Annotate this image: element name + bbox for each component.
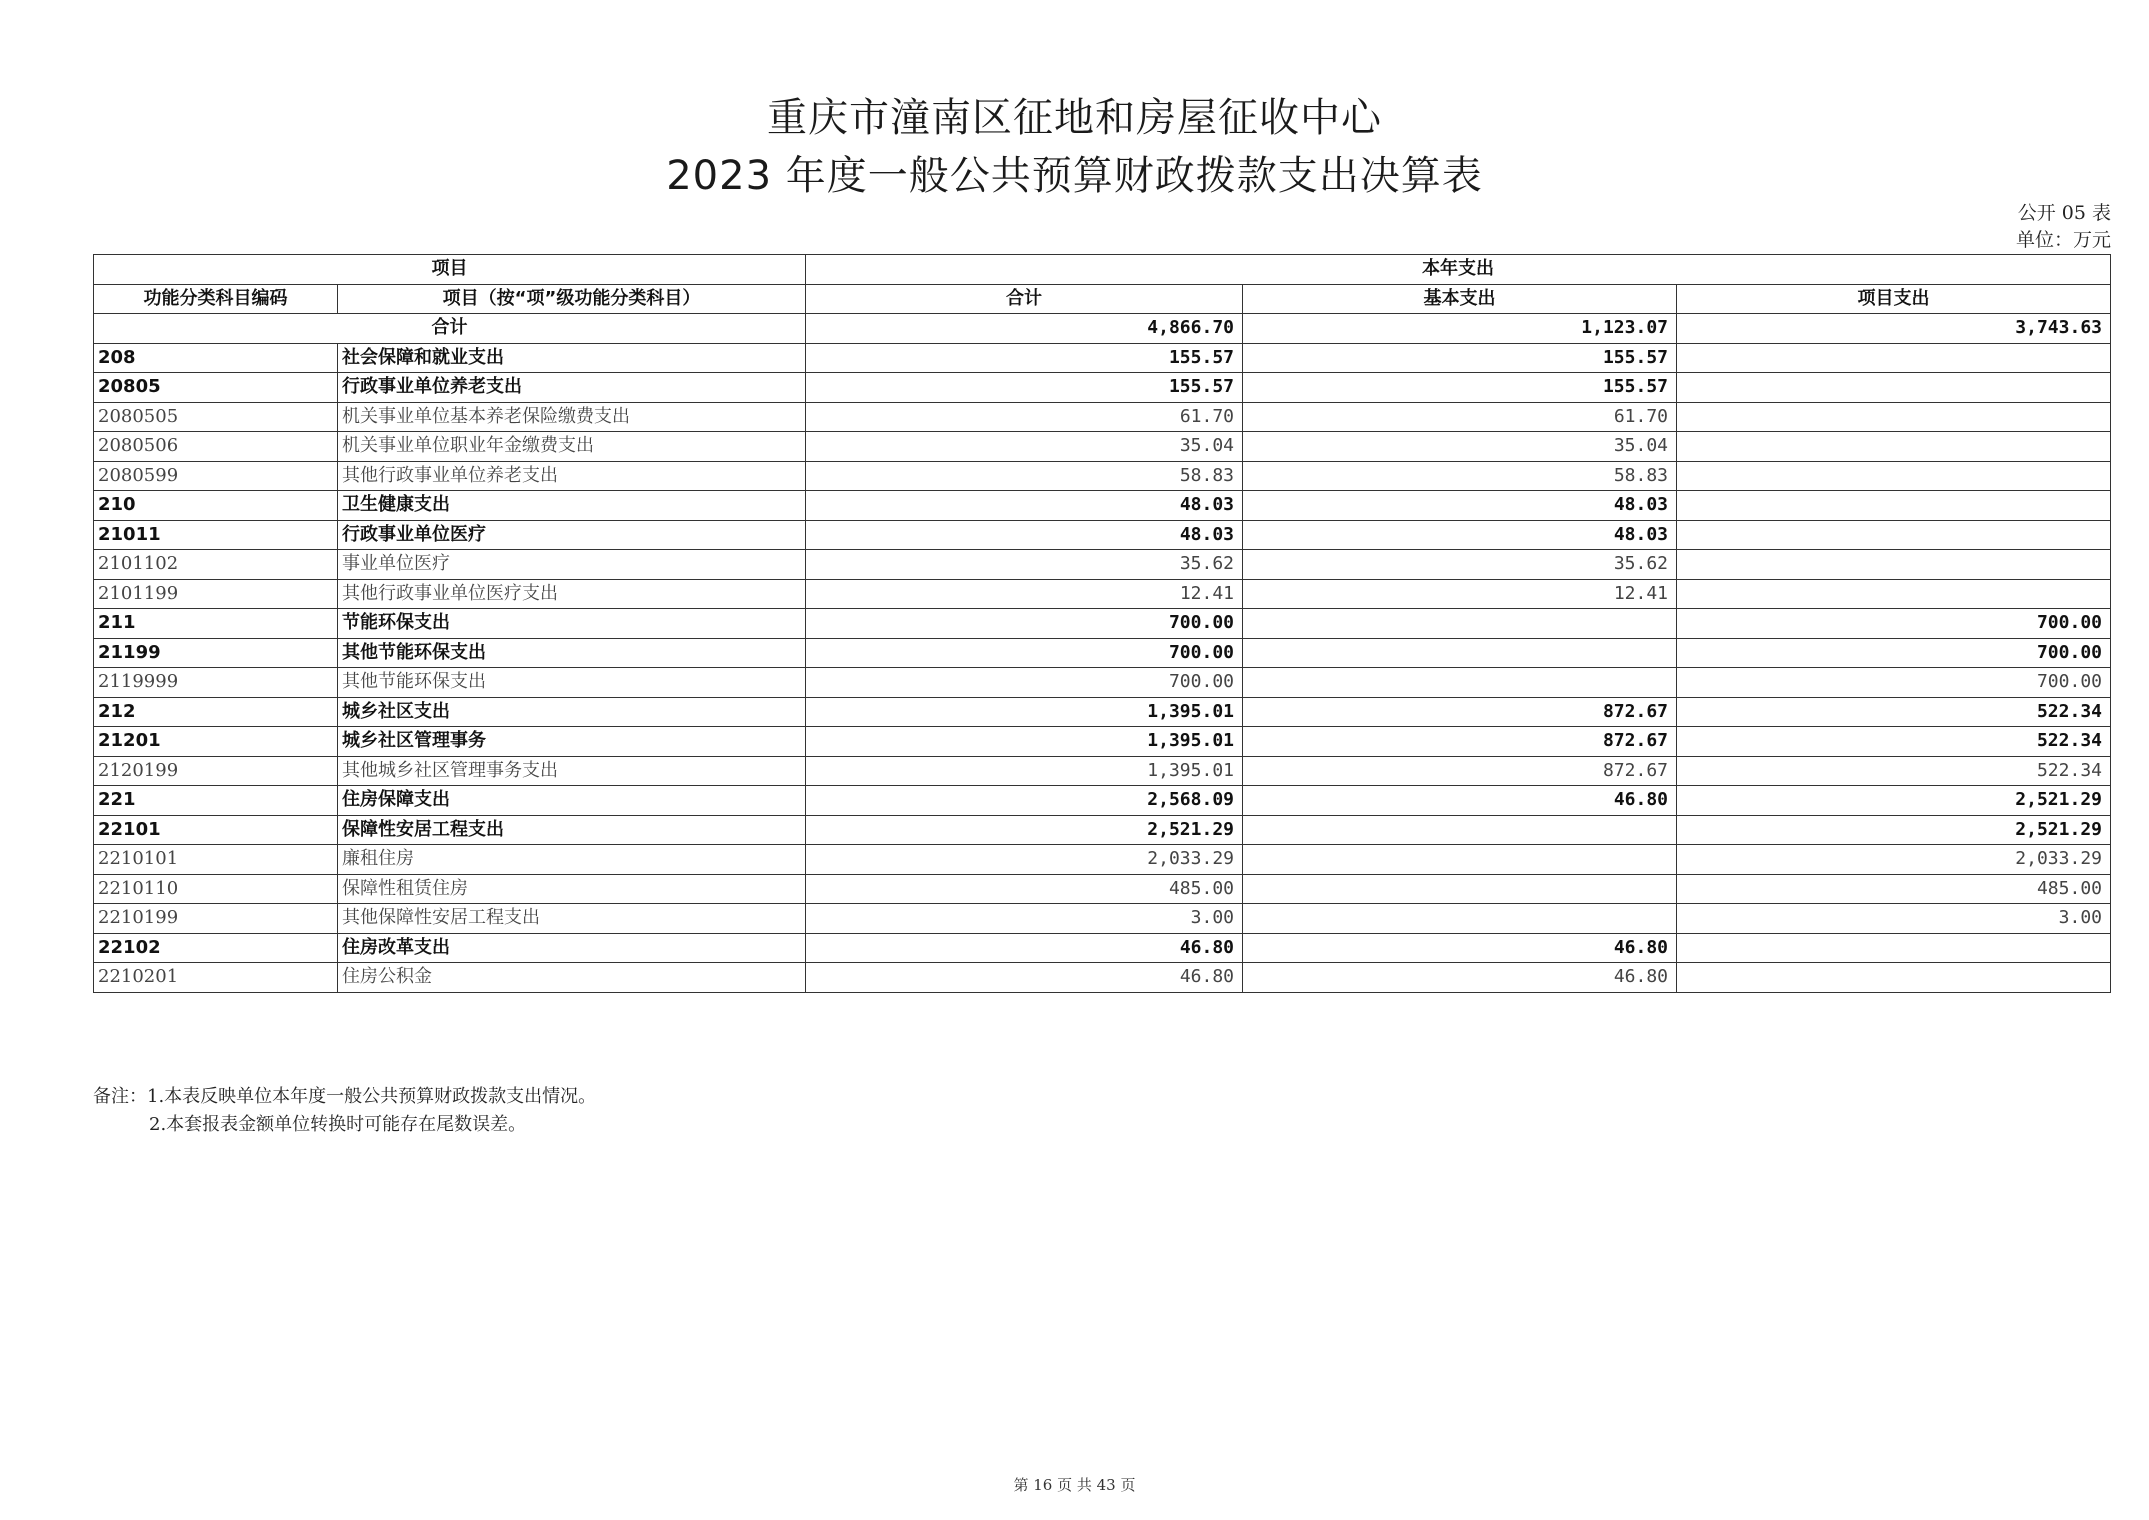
table-row — [94, 845, 2111, 875]
row-code: 22101 — [94, 815, 338, 845]
row-basic: 46.80 — [1243, 963, 1677, 993]
table-row — [94, 874, 2111, 904]
row-basic: 872.67 — [1243, 727, 1677, 757]
table-row — [94, 461, 2111, 491]
total-amount: 4,866.70 — [806, 314, 1243, 344]
row-code: 221 — [94, 786, 338, 816]
row-project: 2,521.29 — [1677, 786, 2111, 816]
row-total: 700.00 — [806, 609, 1243, 639]
total-row — [94, 314, 2111, 344]
row-project: 700.00 — [1677, 668, 2111, 698]
row-total: 35.62 — [806, 550, 1243, 580]
row-name: 住房公积金 — [338, 963, 806, 993]
total-label: 合计 — [94, 314, 806, 344]
row-basic — [1243, 874, 1677, 904]
table-row — [94, 520, 2111, 550]
row-code: 2210199 — [94, 904, 338, 934]
notes — [93, 1083, 596, 1139]
row-total: 46.80 — [806, 963, 1243, 993]
row-total: 2,521.29 — [806, 815, 1243, 845]
row-code: 2080599 — [94, 461, 338, 491]
row-basic: 48.03 — [1243, 520, 1677, 550]
row-name: 行政事业单位养老支出 — [338, 373, 806, 403]
row-code: 20805 — [94, 373, 338, 403]
row-name: 保障性租赁住房 — [338, 874, 806, 904]
row-basic: 155.57 — [1243, 373, 1677, 403]
row-name: 住房保障支出 — [338, 786, 806, 816]
row-name: 行政事业单位医疗 — [338, 520, 806, 550]
row-name: 城乡社区管理事务 — [338, 727, 806, 757]
row-name: 事业单位医疗 — [338, 550, 806, 580]
total-basic: 1,123.07 — [1243, 314, 1677, 344]
row-basic: 872.67 — [1243, 697, 1677, 727]
row-project — [1677, 343, 2111, 373]
row-basic: 61.70 — [1243, 402, 1677, 432]
header-project: 项目 — [94, 255, 806, 285]
row-project — [1677, 520, 2111, 550]
row-project: 522.34 — [1677, 756, 2111, 786]
row-project — [1677, 402, 2111, 432]
row-project: 2,033.29 — [1677, 845, 2111, 875]
row-code: 2101102 — [94, 550, 338, 580]
table-row — [94, 432, 2111, 462]
row-name: 其他行政事业单位医疗支出 — [338, 579, 806, 609]
row-code: 21201 — [94, 727, 338, 757]
row-name: 其他节能环保支出 — [338, 668, 806, 698]
row-total: 61.70 — [806, 402, 1243, 432]
header-current-year: 本年支出 — [806, 255, 2111, 285]
row-total: 58.83 — [806, 461, 1243, 491]
row-basic: 46.80 — [1243, 786, 1677, 816]
row-code: 2210101 — [94, 845, 338, 875]
row-total: 2,033.29 — [806, 845, 1243, 875]
page-number: 第 16 页 共 43 页 — [1013, 1476, 1136, 1494]
row-name: 其他节能环保支出 — [338, 638, 806, 668]
row-project — [1677, 579, 2111, 609]
row-total: 12.41 — [806, 579, 1243, 609]
row-total: 48.03 — [806, 491, 1243, 521]
row-basic: 155.57 — [1243, 343, 1677, 373]
row-project — [1677, 432, 2111, 462]
table-row — [94, 343, 2111, 373]
expenditure-table — [93, 254, 2111, 993]
table-row — [94, 815, 2111, 845]
header-basic: 基本支出 — [1243, 284, 1677, 314]
table-row — [94, 786, 2111, 816]
row-project — [1677, 461, 2111, 491]
row-code: 2101199 — [94, 579, 338, 609]
row-name: 保障性安居工程支出 — [338, 815, 806, 845]
table-row — [94, 933, 2111, 963]
row-code: 2080506 — [94, 432, 338, 462]
table-row — [94, 756, 2111, 786]
table-row — [94, 904, 2111, 934]
row-project: 700.00 — [1677, 638, 2111, 668]
table-row — [94, 491, 2111, 521]
row-project: 2,521.29 — [1677, 815, 2111, 845]
row-name: 其他城乡社区管理事务支出 — [338, 756, 806, 786]
row-total: 46.80 — [806, 933, 1243, 963]
row-name: 其他保障性安居工程支出 — [338, 904, 806, 934]
table-row — [94, 373, 2111, 403]
row-total: 155.57 — [806, 373, 1243, 403]
row-project — [1677, 550, 2111, 580]
form-number: 公开 05 表 — [2017, 202, 2111, 224]
row-basic: 872.67 — [1243, 756, 1677, 786]
row-basic: 35.62 — [1243, 550, 1677, 580]
row-project — [1677, 933, 2111, 963]
table-row — [94, 550, 2111, 580]
row-name: 城乡社区支出 — [338, 697, 806, 727]
row-total: 48.03 — [806, 520, 1243, 550]
row-total: 700.00 — [806, 668, 1243, 698]
row-basic: 46.80 — [1243, 933, 1677, 963]
row-basic: 58.83 — [1243, 461, 1677, 491]
row-project: 3.00 — [1677, 904, 2111, 934]
unit-label: 单位：万元 — [2015, 229, 2111, 251]
row-total: 2,568.09 — [806, 786, 1243, 816]
row-basic — [1243, 609, 1677, 639]
row-code: 212 — [94, 697, 338, 727]
row-code: 210 — [94, 491, 338, 521]
header-project-expenditure: 项目支出 — [1677, 284, 2111, 314]
row-total: 1,395.01 — [806, 697, 1243, 727]
table-row — [94, 638, 2111, 668]
row-basic: 12.41 — [1243, 579, 1677, 609]
row-project: 700.00 — [1677, 609, 2111, 639]
row-project: 522.34 — [1677, 697, 2111, 727]
total-project: 3,743.63 — [1677, 314, 2111, 344]
note-line-2: 2.本套报表金额单位转换时可能存在尾数误差。 — [149, 1114, 527, 1135]
row-code: 2210110 — [94, 874, 338, 904]
row-project — [1677, 963, 2111, 993]
row-code: 2210201 — [94, 963, 338, 993]
row-code: 22102 — [94, 933, 338, 963]
row-basic — [1243, 815, 1677, 845]
row-name: 住房改革支出 — [338, 933, 806, 963]
row-code: 21011 — [94, 520, 338, 550]
table-row — [94, 609, 2111, 639]
row-basic: 48.03 — [1243, 491, 1677, 521]
row-total: 1,395.01 — [806, 756, 1243, 786]
row-code: 2119999 — [94, 668, 338, 698]
row-total: 700.00 — [806, 638, 1243, 668]
table-row — [94, 579, 2111, 609]
row-project: 522.34 — [1677, 727, 2111, 757]
table-row — [94, 963, 2111, 993]
row-name: 机关事业单位基本养老保险缴费支出 — [338, 402, 806, 432]
row-name: 廉租住房 — [338, 845, 806, 875]
header-item: 项目（按“项”级功能分类科目） — [338, 284, 806, 314]
row-total: 3.00 — [806, 904, 1243, 934]
document-subtitle: 2023 年度一般公共预算财政拨款支出决算表 — [666, 153, 1483, 199]
table-row — [94, 402, 2111, 432]
row-project — [1677, 491, 2111, 521]
row-name: 其他行政事业单位养老支出 — [338, 461, 806, 491]
row-total: 35.04 — [806, 432, 1243, 462]
document-title: 重庆市潼南区征地和房屋征收中心 — [767, 95, 1382, 141]
row-basic — [1243, 845, 1677, 875]
row-code: 2080505 — [94, 402, 338, 432]
row-name: 机关事业单位职业年金缴费支出 — [338, 432, 806, 462]
row-code: 211 — [94, 609, 338, 639]
row-basic — [1243, 904, 1677, 934]
row-name: 社会保障和就业支出 — [338, 343, 806, 373]
header-total: 合计 — [806, 284, 1243, 314]
row-name: 节能环保支出 — [338, 609, 806, 639]
table-row — [94, 697, 2111, 727]
row-total: 485.00 — [806, 874, 1243, 904]
row-basic: 35.04 — [1243, 432, 1677, 462]
row-basic — [1243, 638, 1677, 668]
row-total: 1,395.01 — [806, 727, 1243, 757]
row-project — [1677, 373, 2111, 403]
note-line-1: 备注：1.本表反映单位本年度一般公共预算财政拨款支出情况。 — [93, 1086, 597, 1107]
header-code: 功能分类科目编码 — [94, 284, 338, 314]
row-code: 2120199 — [94, 756, 338, 786]
table-row — [94, 727, 2111, 757]
row-code: 21199 — [94, 638, 338, 668]
row-project: 485.00 — [1677, 874, 2111, 904]
table-row — [94, 668, 2111, 698]
row-total: 155.57 — [806, 343, 1243, 373]
row-code: 208 — [94, 343, 338, 373]
row-basic — [1243, 668, 1677, 698]
row-name: 卫生健康支出 — [338, 491, 806, 521]
